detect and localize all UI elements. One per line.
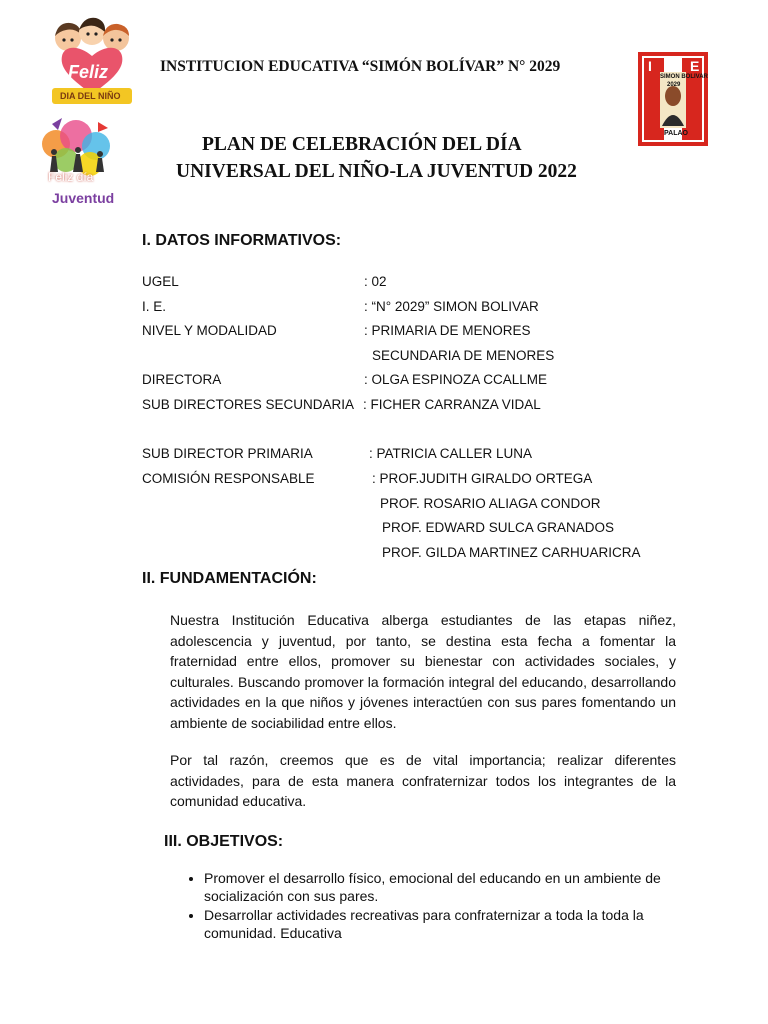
datos-value: : PRIMARIA DE MENORES — [364, 323, 531, 338]
datos-value: : PATRICIA CALLER LUNA — [369, 446, 533, 461]
objetivo-item: • Promover el desarrollo físico, emocional del educando en un ambiente de socialización con sus pares. — [204, 870, 716, 905]
datos-value: : FICHER CARRANZA VIDAL — [363, 397, 541, 412]
juventud-text: Juventud — [52, 190, 115, 206]
institution-title: INSTITUCION EDUCATIVA “SIMÓN BOLÍVAR” N° 2029 — [160, 58, 561, 75]
datos-label: COMISIÓN RESPONSABLE — [142, 471, 315, 486]
datos-label: DIRECTORA — [142, 372, 222, 387]
objetivos-list — [168, 870, 716, 944]
datos-value: PROF. ROSARIO ALIAGA CONDOR — [380, 496, 601, 511]
feliz-dia-juventud-logo — [36, 114, 120, 210]
datos-value: : PROF.JUDITH GIRALDO ORTEGA — [372, 471, 593, 486]
datos-value: : OLGA ESPINOZA CCALLME — [364, 372, 548, 387]
ie-logo-name: SIMON BOLIVAR — [660, 74, 708, 80]
datos-label: SUB DIRECTORES SECUNDARIA — [142, 397, 355, 412]
datos-value: : “N° 2029” SIMON BOLIVAR — [364, 299, 539, 314]
dia-del-nino-ribbon-text: DIA DEL NIÑO — [60, 91, 121, 101]
datos-label: I. E. — [142, 299, 167, 314]
plan-title-line-1: PLAN DE CELEBRACIÓN DEL DÍA — [202, 134, 522, 155]
fundamentacion-paragraph-1: Nuestra Institución Educativa alberga estudiantes de las etapas niñez, adolescencia y juventud, por tanto, se destina esta fecha a fomentar la fraternidad entre ellos, promover su bienestar con actividades sociales, y culturales. Buscando promover la formación integral del educando, desarrollando actividades en la que niños y jóvenes interactúen con sus pares fomentando un ambiente de sociabilidad entre ellos. — [170, 612, 676, 731]
datos-value: : 02 — [364, 274, 387, 289]
ie-logo-bottom: PALAO — [664, 130, 688, 137]
feliz-dia-del-nino-logo — [46, 14, 138, 110]
datos-value: PROF. EDWARD SULCA GRANADOS — [382, 520, 615, 535]
datos-label: UGEL — [142, 274, 179, 289]
objetivo-item: • Desarrollar actividades recreativas para confraternizar a toda la toda la comunidad. Educativa — [204, 907, 716, 942]
datos-value: SECUNDARIA DE MENORES — [372, 348, 555, 363]
ie-logo-number: 2029 — [667, 82, 681, 88]
section-fundamentacion-heading: II. FUNDAMENTACIÓN: — [142, 570, 317, 587]
section-datos-heading: I. DATOS INFORMATIVOS: — [142, 232, 342, 249]
datos-label: NIVEL Y MODALIDAD — [142, 323, 277, 338]
feliz-dia-text: Feliz día — [48, 170, 94, 184]
plan-title-line-2: UNIVERSAL DEL NIÑO-LA JUVENTUD 2022 — [176, 161, 577, 182]
fundamentacion-paragraph-2: Por tal razón, creemos que es de vital importancia; realizar diferentes actividades, para de esta manera confraternizar todos los integrantes de la comunidad educativa. — [170, 752, 676, 809]
datos-label: SUB DIRECTOR PRIMARIA — [142, 446, 313, 461]
feliz-text: Feliz — [68, 62, 109, 82]
datos-value: PROF. GILDA MARTINEZ CARHUARICRA — [382, 545, 641, 560]
ie-letter-i: I — [648, 58, 652, 74]
section-objetivos-heading: III. OBJETIVOS: — [164, 833, 284, 850]
ie-simon-bolivar-logo — [638, 52, 708, 146]
ie-letter-e: E — [690, 58, 700, 74]
